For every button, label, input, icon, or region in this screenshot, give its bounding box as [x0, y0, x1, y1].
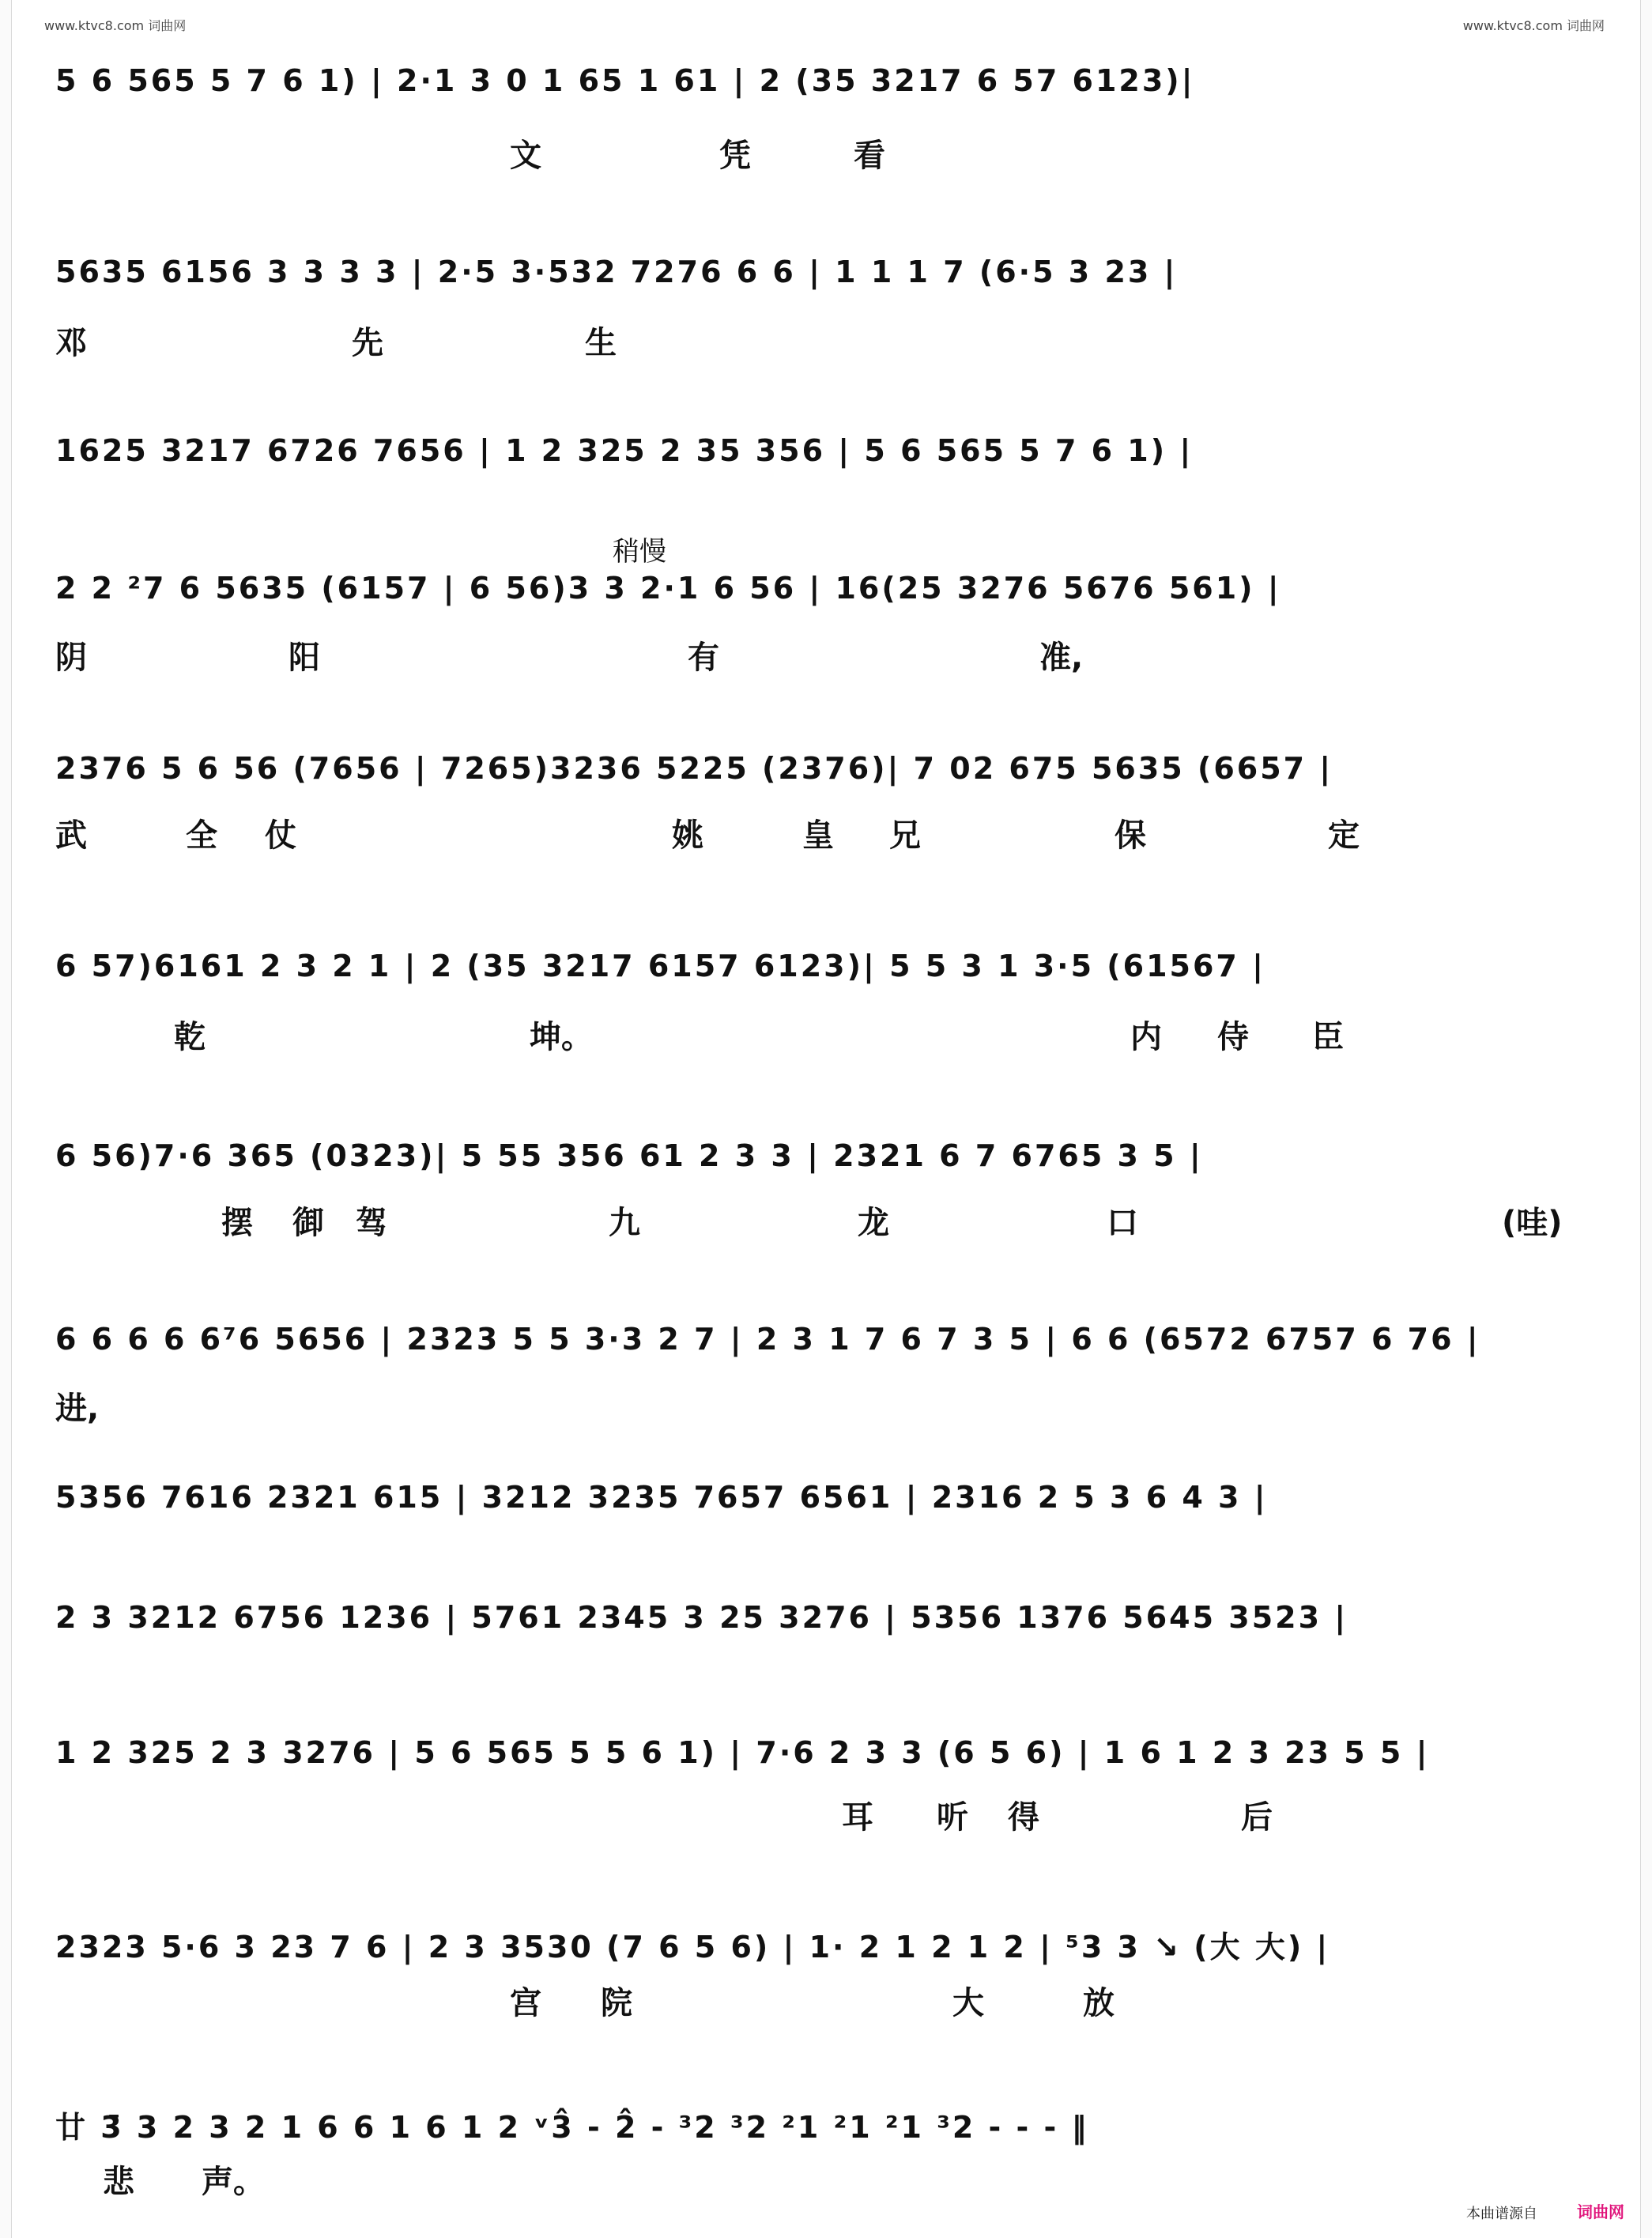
lyric: 先: [352, 325, 383, 361]
lyric-line: [55, 1012, 1605, 1055]
notation-line: 6 57)6161 2 3 2 1 | 2 (35 3217 6157 6123)| 5 5 3 1 3·5 (61567 |: [55, 949, 1265, 983]
lyric: 后: [1241, 1799, 1273, 1836]
lyric: 仗: [265, 817, 296, 854]
lyric: 准,: [1039, 640, 1084, 676]
lyric: 放: [1083, 1985, 1115, 2021]
lyric: 侍: [1217, 1019, 1249, 1055]
lyric: 摆: [221, 1205, 253, 1241]
lyric: 定: [1328, 817, 1360, 854]
notation-line: 2323 5·6 3 23 7 6 | 2 3 3530 (7 6 5 6) | 1· 2 1 2 1 2 | ⁵3 3 ↘ (大 大) |: [55, 1930, 1330, 1964]
lyric: 院: [601, 1985, 632, 2021]
lyric: 看: [854, 138, 885, 174]
lyric: 口: [1107, 1205, 1138, 1241]
lyric: 阴: [55, 640, 87, 676]
lyric: 耳: [842, 1799, 873, 1836]
lyric: 宫: [510, 1985, 541, 2021]
notation-line: 2376 5 6 56 (7656 | 7265)3236 5225 (2376)| 7 02 675 5635 (6657 |: [55, 751, 1333, 786]
footer-brand-logo[interactable]: 词曲网: [1577, 2202, 1624, 2221]
notation-line: 5635 6156 3 3 3 3 | 2·5 3·532 7276 6 6 | 1 1 1 7 (6·5 3 23 |: [55, 255, 1178, 289]
notation-line: 6 56)7·6 365 (0323)| 5 55 356 61 2 3 3 | 2321 6 7 6765 3 5 |: [55, 1138, 1203, 1173]
lyric: 邓: [55, 325, 87, 361]
lyric: 大: [952, 1985, 984, 2021]
lyric: 悲: [103, 2164, 134, 2200]
lyric: 凭: [719, 138, 751, 174]
notation-line: 1 2 325 2 3 3276 | 5 6 565 5 5 6 1) | 7·6 2 3 3 (6 5 6) | 1 6 1 2 3 23 5 5 |: [55, 1735, 1430, 1770]
notation-line: 2 2 ²7 6 5635 (6157 | 6 56)3 3 2·1 6 56 | 16(25 3276 5676 561) |: [55, 571, 1281, 606]
lyric-line: [55, 632, 1605, 676]
lyric: 保: [1115, 817, 1146, 854]
lyric-line: [55, 318, 1605, 361]
lyric-line: [55, 1978, 1605, 2021]
tempo-annotation: 稍慢: [613, 536, 666, 568]
lyric: 文: [510, 138, 541, 174]
right-margin-strip: [1640, 0, 1652, 2238]
lyric: 武: [55, 817, 87, 854]
notation-line: 5 6 565 5 7 6 1) | 2·1 3 0 1 65 1 61 | 2 (35 3217 6 57 6123)|: [55, 63, 1195, 98]
lyric: 得: [1008, 1799, 1039, 1836]
lyric-line: [55, 1792, 1605, 1836]
notation-line: 2 3 3212 6756 1236 | 5761 2345 3 25 3276 | 5356 1376 5645 3523 |: [55, 1600, 1348, 1635]
notation-line: 5356 7616 2321 615 | 3212 3235 7657 6561 | 2316 2 5 3 6 4 3 |: [55, 1480, 1268, 1515]
lyric: 龙: [858, 1205, 889, 1241]
lyric: 听: [937, 1799, 968, 1836]
lyric-line: [55, 1383, 1605, 1427]
lyric: 进,: [55, 1391, 100, 1427]
header-site-right[interactable]: www.ktvc8.com 词曲网: [1462, 18, 1605, 33]
lyric: 驾: [356, 1205, 387, 1241]
lyric: 御: [292, 1205, 324, 1241]
lyric-line: [55, 810, 1605, 854]
lyric: (哇): [1502, 1205, 1563, 1241]
notation-line: 1625 3217 6726 7656 | 1 2 325 2 35 356 | 5 6 565 5 7 6 1) |: [55, 433, 1194, 468]
lyric: 有: [688, 640, 719, 676]
lyric-line: [55, 2157, 1605, 2200]
lyric-line: [55, 130, 1605, 174]
lyric: 兄: [889, 817, 921, 854]
header-site-left[interactable]: www.ktvc8.com 词曲网: [44, 18, 187, 33]
lyric: 乾: [174, 1019, 206, 1055]
lyric: 坤。: [530, 1019, 593, 1055]
lyric: 皇: [802, 817, 834, 854]
left-margin-strip: [0, 0, 12, 2238]
notation-line: 6 6 6 6 6⁷6 5656 | 2323 5 5 3·3 2 7 | 2 3 1 7 6 7 3 5 | 6 6 (6572 6757 6 76 |: [55, 1322, 1480, 1357]
notation-line: 廿 3̄ 3 2 3 2 1 6 6 1 6 1 2 ᵛ3̂ - 2̂ - ³2 ³2 ²1 ²1 ²1 ³2 - - - ‖: [55, 2110, 1089, 2145]
lyric: 全: [186, 817, 217, 854]
lyric: 声。: [202, 2164, 265, 2200]
lyric: 生: [585, 325, 617, 361]
lyric: 姚: [672, 817, 703, 854]
footer-source-label: 本曲谱源自: [1466, 2206, 1537, 2222]
lyric: 阳: [289, 640, 320, 676]
lyric: 九: [609, 1205, 640, 1241]
lyric-line: [55, 1198, 1605, 1241]
lyric: 内: [1130, 1019, 1162, 1055]
lyric: 臣: [1312, 1019, 1344, 1055]
